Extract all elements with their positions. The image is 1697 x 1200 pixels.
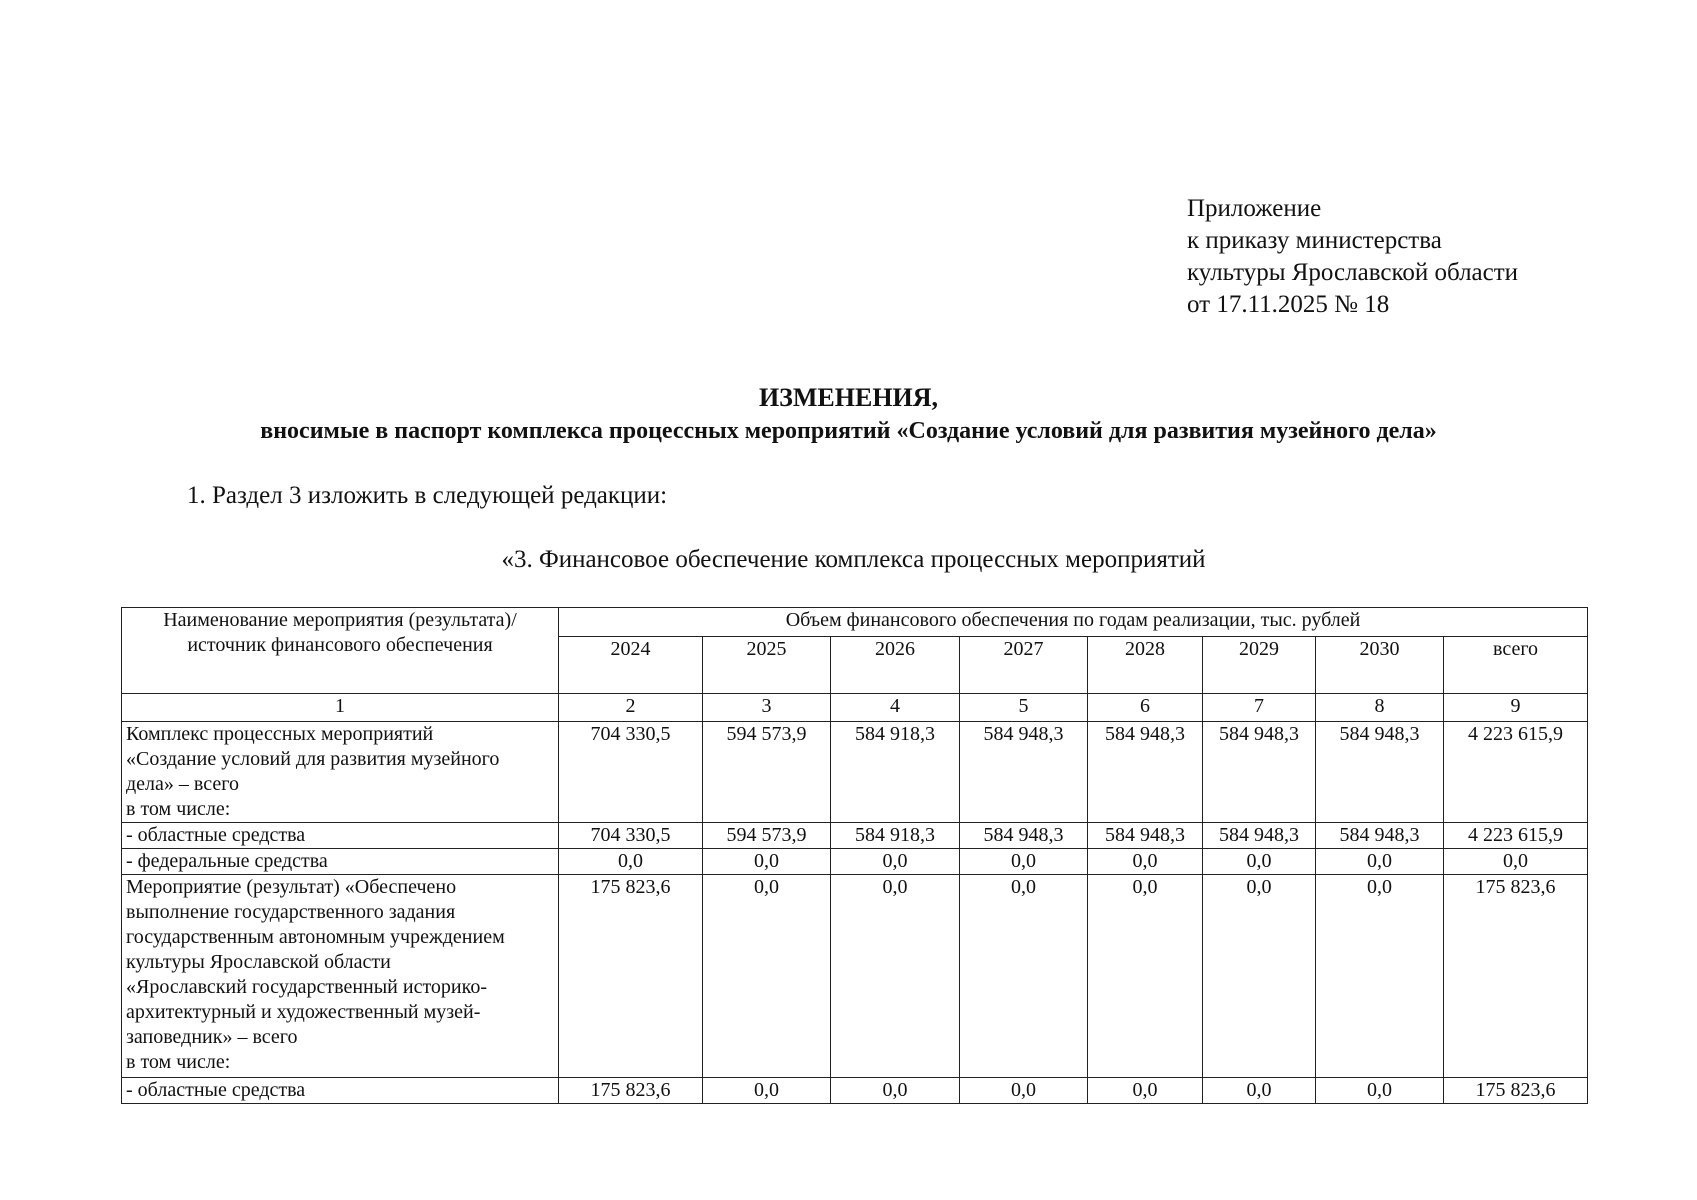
row-name-line: - областные средства [126, 1079, 306, 1101]
value-cell: 584 918,3 [831, 722, 960, 823]
value-cell: 704 330,5 [559, 722, 703, 823]
total-cell: 4 223 615,9 [1444, 823, 1588, 849]
value-cell: 584 948,3 [960, 823, 1088, 849]
row-name-line: заповедник» – всего [126, 1026, 298, 1048]
row-name-line: архитектурный и художественный музей- [126, 1001, 481, 1023]
appendix-line: культуры Ярославской области [1187, 259, 1519, 286]
row-name-cell [122, 722, 559, 823]
value-cell: 175 823,6 [559, 1078, 703, 1104]
value-cell: 704 330,5 [559, 823, 703, 849]
column-number: 7 [1203, 694, 1316, 722]
row-name-line: Мероприятие (результат) «Обеспечено [126, 876, 457, 898]
year-header: 2026 [831, 637, 960, 694]
table-row [122, 849, 1588, 875]
appendix-line: Приложение [1187, 195, 1322, 222]
row-name-line: «Создание условий для развития музейного [126, 748, 500, 770]
column-number: 5 [960, 694, 1088, 722]
row-name-line: - областные средства [126, 824, 306, 846]
value-cell: 0,0 [831, 1078, 960, 1104]
appendix-line: от 17.11.2025 № 18 [1187, 291, 1390, 318]
value-cell: 0,0 [1203, 875, 1316, 1078]
row-name-line: в том числе: [126, 798, 231, 820]
column-number: 1 [122, 694, 559, 722]
title-subheading: вносимые в паспорт комплекса процессных мероприятий «Создание условий для развития музейного дела» [260, 418, 1437, 444]
column-number: 6 [1088, 694, 1203, 722]
column-number: 3 [703, 694, 831, 722]
value-cell: 0,0 [1203, 849, 1316, 875]
value-cell: 584 918,3 [831, 823, 960, 849]
row-name-cell [122, 823, 559, 849]
value-cell: 584 948,3 [1316, 722, 1444, 823]
value-cell: 0,0 [960, 849, 1088, 875]
row-name-line: выполнение государственного задания [126, 901, 456, 923]
row-name-line: Комплекс процессных мероприятий [126, 723, 434, 745]
year-header: 2029 [1203, 637, 1316, 694]
column-number: 8 [1316, 694, 1444, 722]
value-cell: 0,0 [831, 875, 960, 1078]
value-cell: 584 948,3 [1088, 823, 1203, 849]
financing-table [121, 607, 1588, 1104]
row-name-cell [122, 1078, 559, 1104]
value-cell: 0,0 [703, 875, 831, 1078]
row-name-cell [122, 875, 559, 1078]
value-cell: 0,0 [1088, 875, 1203, 1078]
value-cell: 0,0 [703, 849, 831, 875]
value-cell: 0,0 [1316, 849, 1444, 875]
table-row [122, 1078, 1588, 1104]
total-cell: 4 223 615,9 [1444, 722, 1588, 823]
year-header: 2027 [960, 637, 1088, 694]
instruction-text: 1. Раздел 3 изложить в следующей редакции: [187, 482, 668, 509]
total-cell: 175 823,6 [1444, 875, 1588, 1078]
value-cell: 0,0 [1088, 849, 1203, 875]
year-header: 2030 [1316, 637, 1444, 694]
document-title [0, 382, 1697, 448]
table-row [122, 875, 1588, 1078]
total-cell: 0,0 [1444, 849, 1588, 875]
value-cell: 584 948,3 [1203, 722, 1316, 823]
row-name-line: в том числе: [126, 1051, 231, 1073]
value-cell: 584 948,3 [1203, 823, 1316, 849]
name-column-header: Наименование мероприятия (результата)/ источник финансового обеспечения [122, 608, 559, 694]
column-number: 2 [559, 694, 703, 722]
section-title: «3. Финансовое обеспечение комплекса процессных мероприятий [501, 546, 1206, 573]
value-cell: 594 573,9 [703, 722, 831, 823]
appendix-block [1187, 193, 1518, 321]
table-row [122, 823, 1588, 849]
column-number: 9 [1444, 694, 1588, 722]
value-cell: 0,0 [1316, 1078, 1444, 1104]
table-row [122, 722, 1588, 823]
row-name-line: дела» – всего [126, 773, 239, 795]
row-name-line: государственным автономным учреждением [126, 926, 505, 948]
row-name-line: «Ярославский государственный историко- [126, 976, 487, 998]
title-heading: ИЗМЕНЕНИЯ, [758, 383, 939, 412]
year-header: 2024 [559, 637, 703, 694]
row-name-line: культуры Ярославской области [126, 951, 391, 973]
total-header: всего [1444, 637, 1588, 694]
row-name-cell [122, 849, 559, 875]
year-header: 2025 [703, 637, 831, 694]
value-cell: 175 823,6 [559, 875, 703, 1078]
value-cell: 0,0 [960, 1078, 1088, 1104]
row-name-line: - федеральные средства [126, 850, 328, 872]
value-cell: 584 948,3 [1088, 722, 1203, 823]
appendix-line: к приказу министерства [1187, 227, 1442, 254]
value-cell: 0,0 [831, 849, 960, 875]
value-cell: 0,0 [1203, 1078, 1316, 1104]
value-cell: 584 948,3 [1316, 823, 1444, 849]
value-cell: 594 573,9 [703, 823, 831, 849]
total-cell: 175 823,6 [1444, 1078, 1588, 1104]
column-number: 4 [831, 694, 960, 722]
value-cell: 584 948,3 [960, 722, 1088, 823]
value-cell: 0,0 [703, 1078, 831, 1104]
value-cell: 0,0 [960, 875, 1088, 1078]
value-cell: 0,0 [1316, 875, 1444, 1078]
volume-header: Объем финансового обеспечения по годам реализации, тыс. рублей [559, 608, 1588, 637]
value-cell: 0,0 [1088, 1078, 1203, 1104]
value-cell: 0,0 [559, 849, 703, 875]
year-header: 2028 [1088, 637, 1203, 694]
